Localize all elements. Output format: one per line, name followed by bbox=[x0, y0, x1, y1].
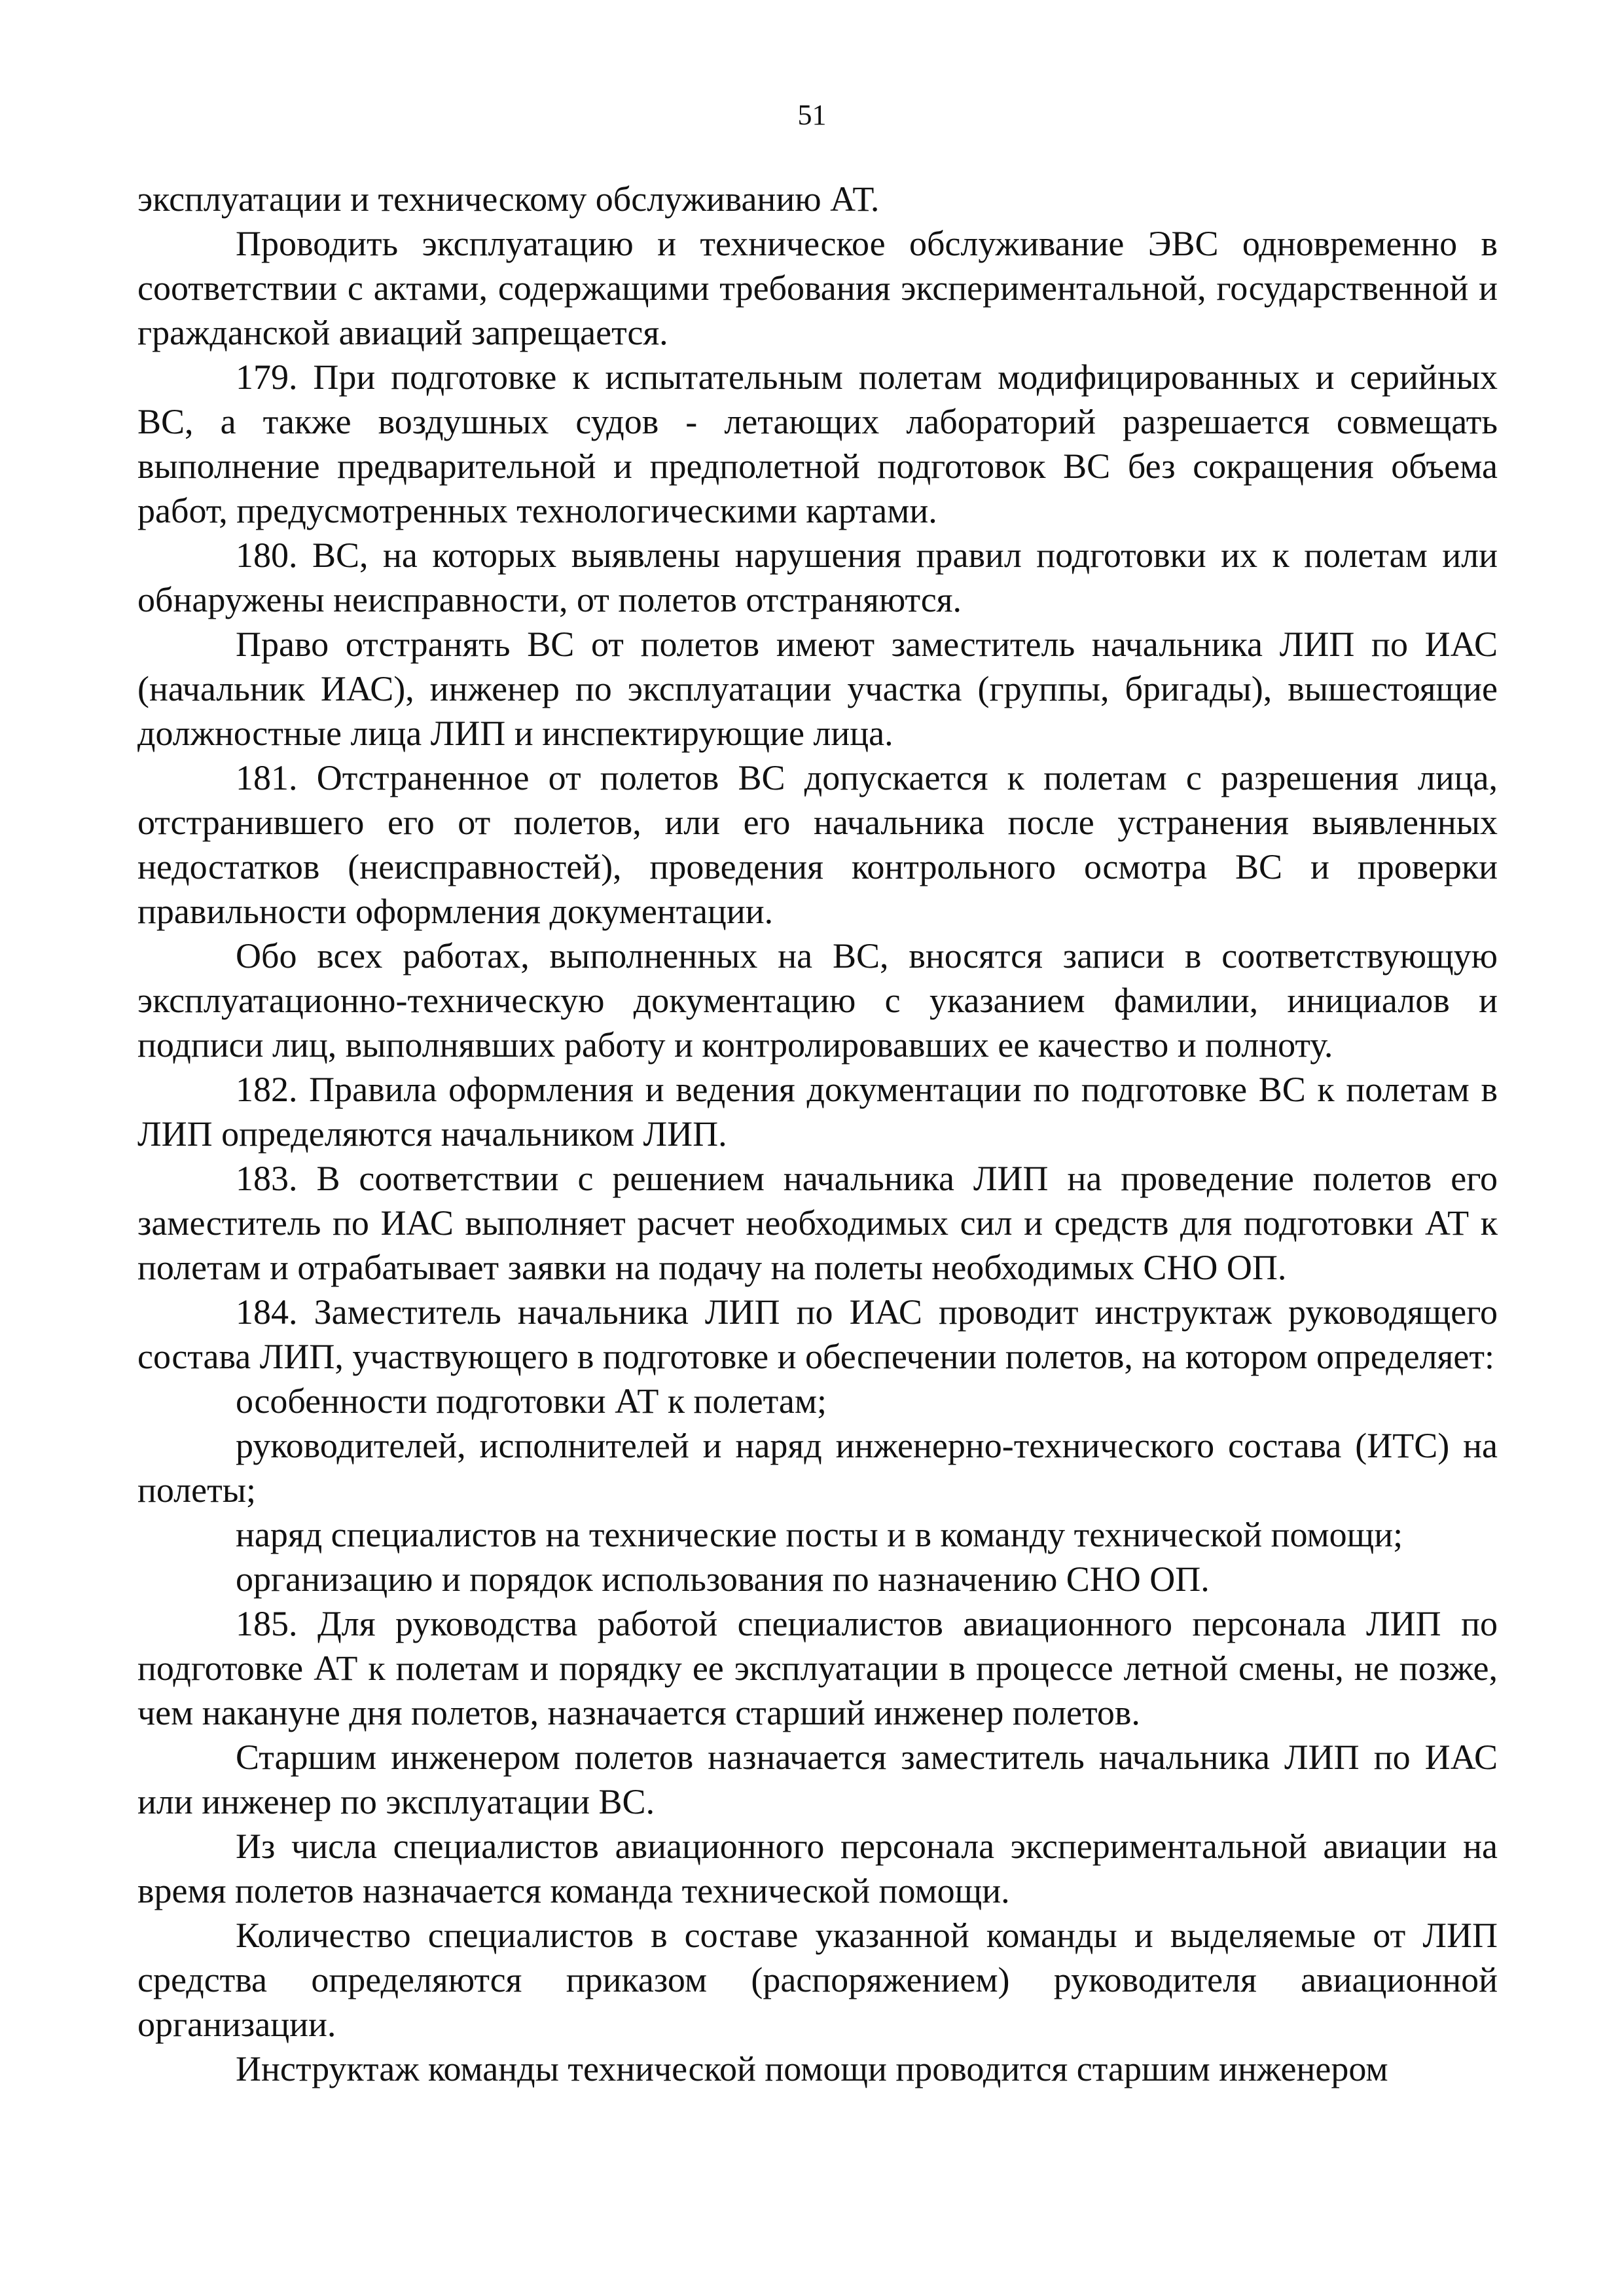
paragraph: Из числа специалистов авиационного персонала экспериментальной авиации на время полетов назначается команда технической помощи. bbox=[137, 1827, 1498, 1910]
paragraph: 181. Отстраненное от полетов ВС допускается к полетам с разрешения лица, отстранившего его от полетов, или его начальника после устранения выявленных недостатков (неисправностей), проведения контрольного осмотра ВС и проверки правильности оформления документации. bbox=[137, 758, 1498, 931]
paragraph: Старшим инженером полетов назначается заместитель начальника ЛИП по ИАС или инженер по эксплуатации ВС. bbox=[137, 1738, 1498, 1821]
paragraph: Проводить эксплуатацию и техническое обслуживание ЭВС одновременно в соответствии с актами, содержащими требования экспериментальной, государственной и гражданской авиаций запрещается. bbox=[137, 224, 1498, 352]
document-body bbox=[137, 177, 1498, 2091]
paragraph: Количество специалистов в составе указанной команды и выделяемые от ЛИП средства определяются приказом (распоряжением) руководителя авиационной организации. bbox=[137, 1916, 1498, 2044]
paragraph: 184. Заместитель начальника ЛИП по ИАС проводит инструктаж руководящего состава ЛИП, участвующего в подготовке и обеспечении полетов, на котором определяет: bbox=[137, 1292, 1498, 1376]
paragraph: Обо всех работах, выполненных на ВС, вносятся записи в соответствующую эксплуатационно-техническую документацию с указанием фамилии, инициалов и подписи лиц, выполнявших работу и контролировавших ее качество и полноту. bbox=[137, 936, 1498, 1065]
paragraph: 179. При подготовке к испытательным полетам модифицированных и серийных ВС, а также воздушных судов - летающих лабораторий разрешается совмещать выполнение предварительной и предполетной подготовок ВС без сокращения объема работ, предусмотренных технологическими картами. bbox=[137, 357, 1498, 530]
paragraph: 183. В соответствии с решением начальника ЛИП на проведение полетов его заместитель по ИАС выполняет расчет необходимых сил и средств для подготовки АТ к полетам и отрабатывает заявки на подачу на полеты необходимых СНО ОП. bbox=[137, 1159, 1498, 1287]
paragraph: наряд специалистов на технические посты и в команду технической помощи; bbox=[236, 1515, 1403, 1554]
page-number: 51 bbox=[797, 99, 827, 131]
paragraph: 182. Правила оформления и ведения документации по подготовке ВС к полетам в ЛИП определяются начальником ЛИП. bbox=[137, 1070, 1498, 1154]
paragraph: 180. ВС, на которых выявлены нарушения правил подготовки их к полетам или обнаружены неисправности, от полетов отстраняются. bbox=[137, 536, 1498, 619]
paragraph: руководителей, исполнителей и наряд инженерно-технического состава (ИТС) на полеты; bbox=[137, 1426, 1498, 1510]
paragraph: особенности подготовки АТ к полетам; bbox=[236, 1381, 827, 1421]
paragraph: Инструктаж команды технической помощи проводится старшим инженером bbox=[236, 2049, 1388, 2088]
paragraph: Право отстранять ВС от полетов имеют заместитель начальника ЛИП по ИАС (начальник ИАС), инженер по эксплуатации участка (группы, бригады), вышестоящие должностные лица ЛИП и инспектирующие лица. bbox=[137, 625, 1498, 753]
paragraph: эксплуатации и техническому обслуживанию АТ. bbox=[137, 179, 880, 219]
paragraph: 185. Для руководства работой специалистов авиационного персонала ЛИП по подготовке АТ к полетам и порядку ее эксплуатации в процессе летной смены, не позже, чем накануне дня полетов, назначается старший инженер полетов. bbox=[137, 1604, 1498, 1732]
paragraph: организацию и порядок использования по назначению СНО ОП. bbox=[236, 1559, 1210, 1599]
